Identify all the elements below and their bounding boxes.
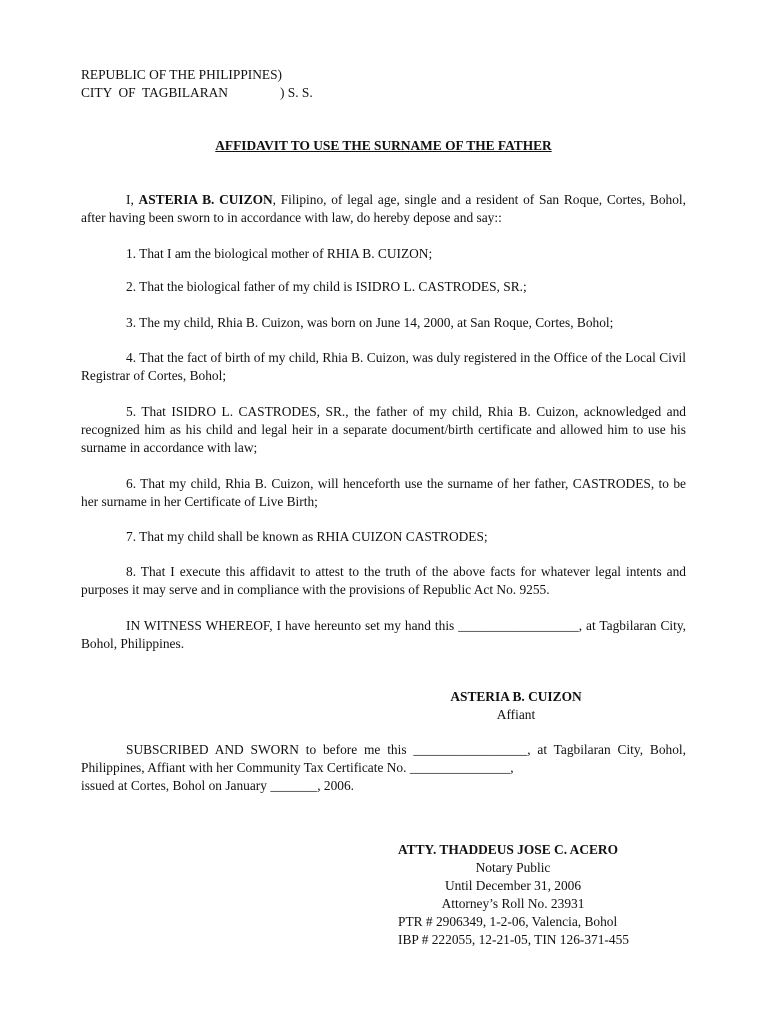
intro-paragraph: [81, 191, 686, 227]
jurat-paragraph: [81, 741, 686, 777]
notary-ibp-tin: IBP # 222055, 12-21-05, TIN 126-371-455: [398, 932, 629, 947]
jurat-text-3: ,: [510, 760, 514, 775]
jurat-issued-line: [81, 777, 686, 795]
jurat-text-5: , 2006.: [317, 778, 355, 793]
witness-paragraph: [81, 617, 686, 653]
notary-roll-number: Attorney’s Roll No. 23931: [441, 896, 585, 911]
jurat-issued-blank: _______: [270, 778, 318, 793]
item-4: 4. That the fact of birth of my child, Rhia B. Cuizon, was duly registered in the Office of the Local Civil Registrar of Cortes, Bohol;: [81, 350, 686, 383]
item-7: 7. That my child shall be known as RHIA CUIZON CASTRODES;: [126, 529, 488, 544]
affidavit-page: [81, 0, 686, 1024]
item-1: 1. That I am the biological mother of RHIA B. CUIZON;: [126, 246, 433, 261]
item-6: 6. That my child, Rhia B. Cuizon, will henceforth use the surname of her father, CASTRODES, to be her surname in her Certificate of Live Birth;: [81, 476, 686, 509]
notary-signature-block: [398, 841, 698, 949]
notary-commission-until: Until December 31, 2006: [444, 878, 582, 893]
witness-date-blank: __________________: [458, 618, 579, 633]
intro-prefix: I,: [126, 192, 139, 207]
document-title: AFFIDAVIT TO USE THE SURNAME OF THE FATHER: [215, 138, 552, 153]
affiant-signature-block: [413, 688, 619, 724]
venue-header: [81, 66, 313, 102]
affiant-role: Affiant: [496, 707, 536, 722]
witness-text-1: IN WITNESS WHEREOF, I have hereunto set my hand this: [126, 618, 459, 633]
intro-affiant-name: ASTERIA B. CUIZON: [138, 192, 273, 207]
jurat-text-2: , at Tagbilaran City, Bohol, Philippines, Affiant with her Community Tax Certificate No.: [81, 742, 686, 775]
notary-name: ATTY. THADDEUS JOSE C. ACERO: [398, 842, 619, 857]
item-8: 8. That I execute this affidavit to attest to the truth of the above facts for whatever legal intents and purposes it may serve and in compliance with the provisions of Republic Act No. 9255.: [81, 564, 686, 597]
venue-ss-label: ) S. S.: [279, 85, 313, 100]
item-3: 3. The my child, Rhia B. Cuizon, was born on June 14, 2000, at San Roque, Cortes, Bohol;: [126, 315, 614, 330]
venue-city-label: CITY OF TAGBILARAN: [81, 85, 228, 100]
affiant-name: ASTERIA B. CUIZON: [450, 689, 582, 704]
intro-text: , Filipino, of legal age, single and a resident of San Roque, Cortes, Bohol, after having been sworn to in accordance with law, do hereby depose and say::: [81, 192, 686, 225]
notary-title: Notary Public: [475, 860, 551, 875]
jurat-date-blank: _________________: [413, 742, 528, 757]
item-2: 2. That the biological father of my child is ISIDRO L. CASTRODES, SR.;: [126, 279, 527, 294]
jurat-text-4: issued at Cortes, Bohol on January: [81, 778, 271, 793]
item-5: 5. That ISIDRO L. CASTRODES, SR., the father of my child, Rhia B. Cuizon, acknowledged and recognized him as his child and legal heir in a separate document/birth certificate and allowed him to use his surname in accordance with law;: [81, 404, 686, 455]
venue-line-country: REPUBLIC OF THE PHILIPPINES): [81, 67, 283, 82]
venue-line-city: [81, 84, 313, 102]
jurat-ctc-blank: _______________: [409, 760, 511, 775]
witness-text-2: , at Tagbilaran City, Bohol, Philippines.: [81, 618, 686, 651]
notary-ptr: PTR # 2906349, 1-2-06, Valencia, Bohol: [398, 914, 618, 929]
jurat-text-1: SUBSCRIBED AND SWORN to before me this: [126, 742, 414, 757]
